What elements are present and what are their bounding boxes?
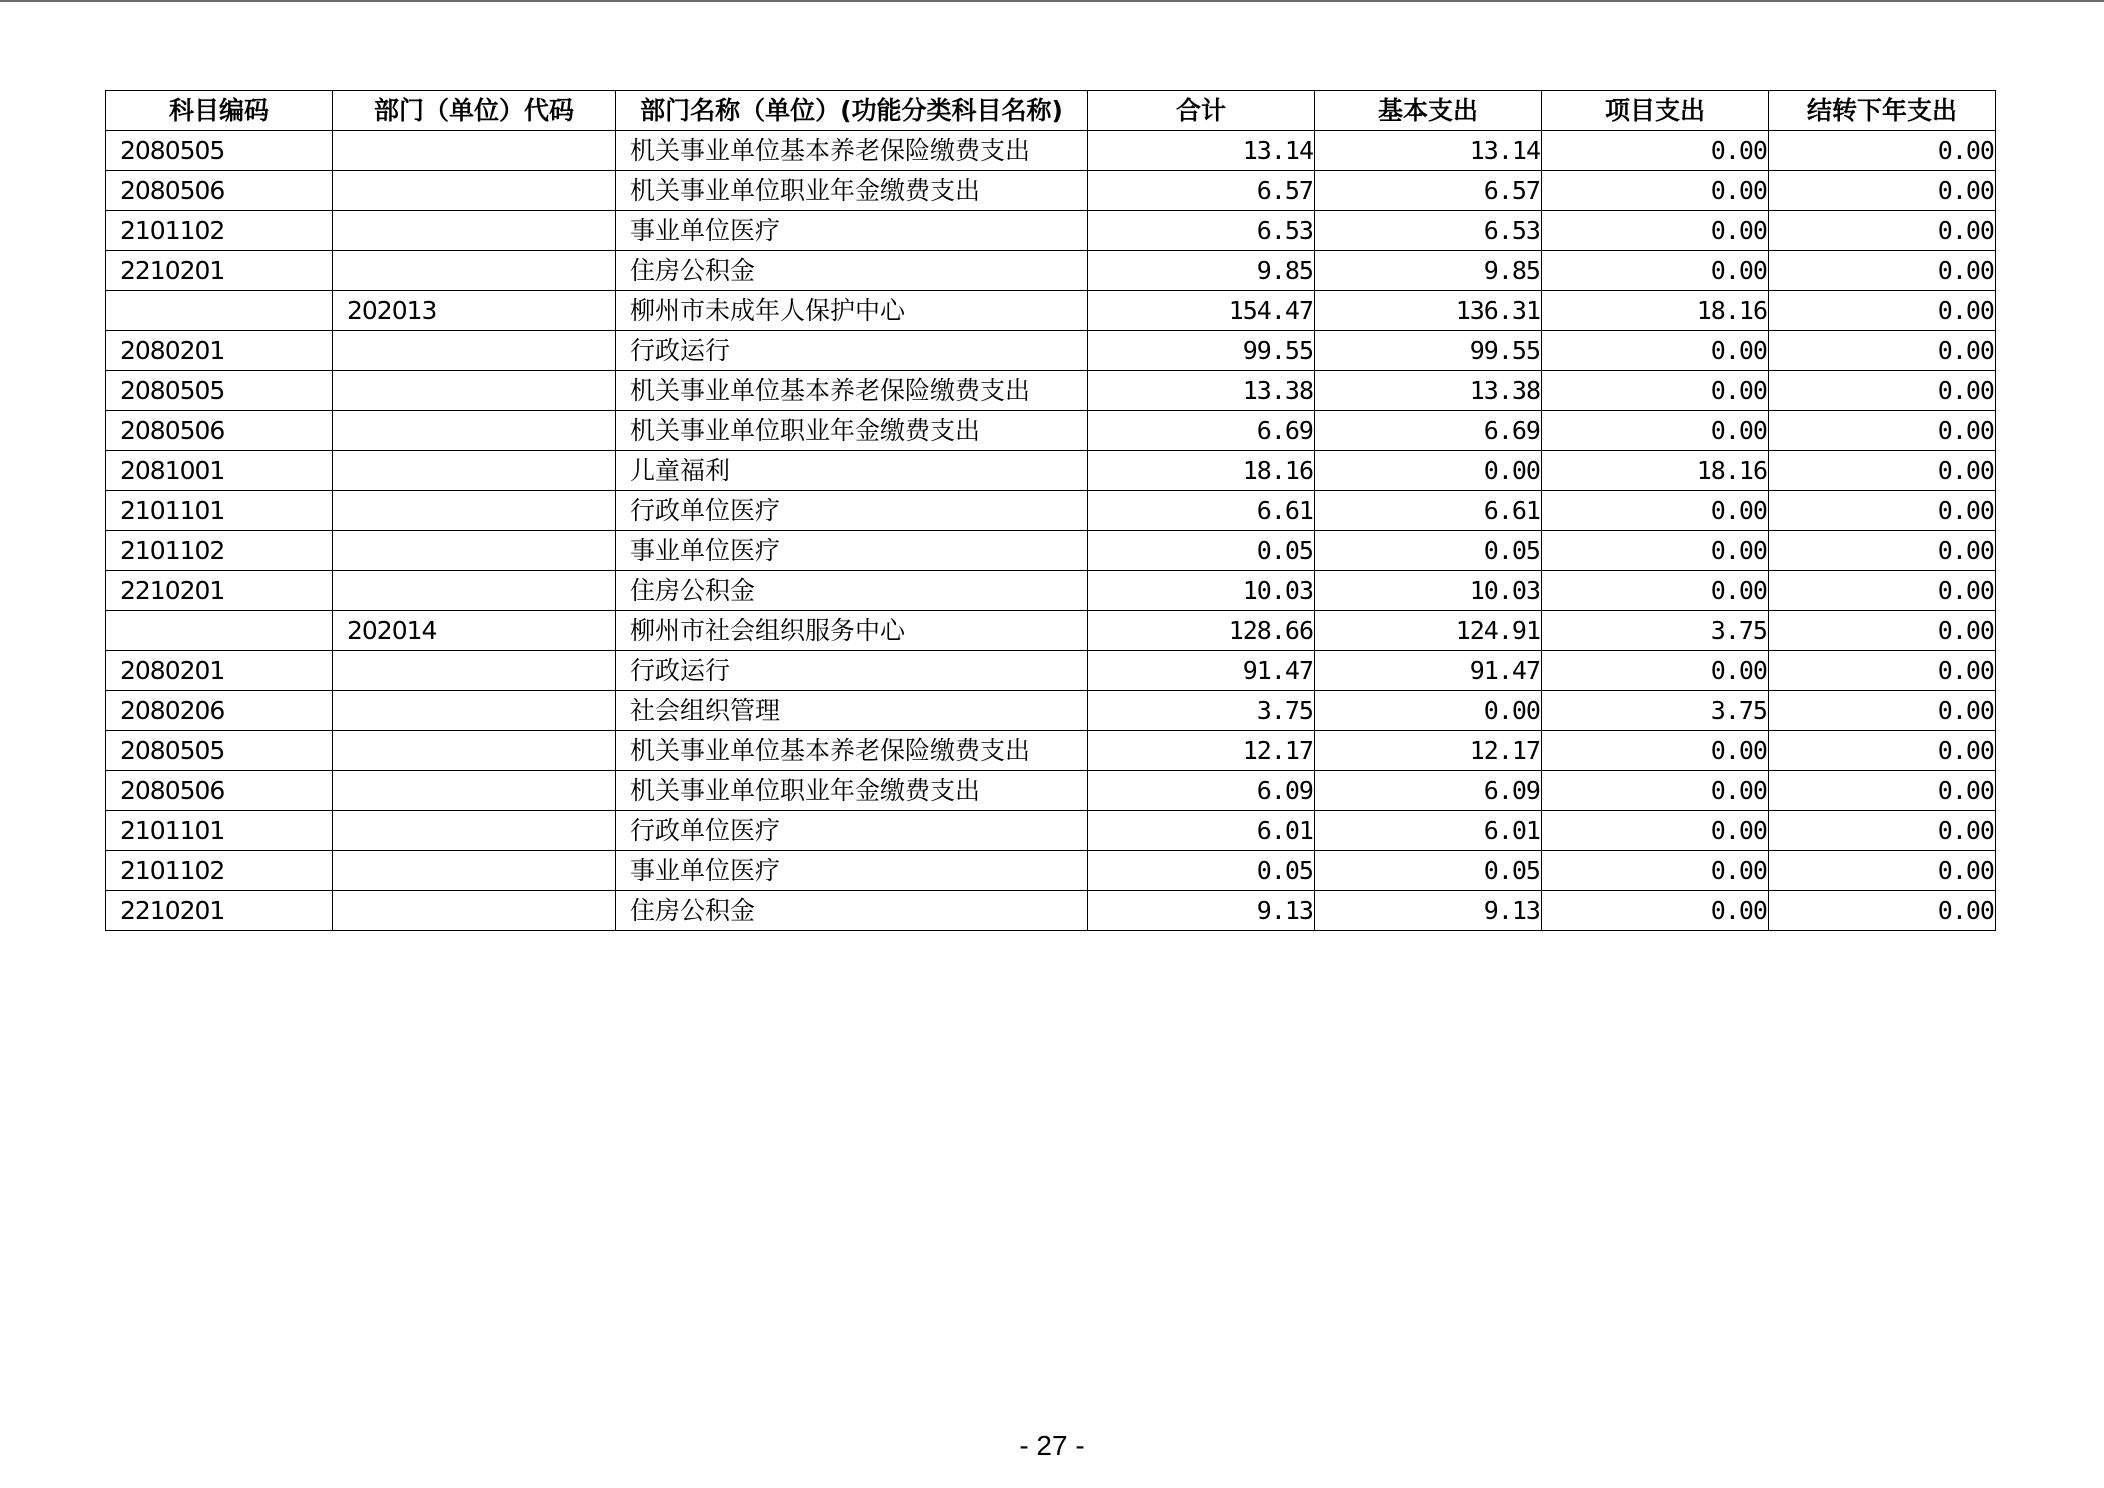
cell-basic-expense: 12.17 <box>1315 731 1542 771</box>
cell-basic-expense: 9.13 <box>1315 891 1542 931</box>
cell-total: 18.16 <box>1088 451 1315 491</box>
cell-total: 6.09 <box>1088 771 1315 811</box>
table-row <box>106 291 1996 331</box>
cell-dept-name: 行政运行 <box>616 331 1088 371</box>
table-row <box>106 451 1996 491</box>
cell-basic-expense: 6.57 <box>1315 171 1542 211</box>
table-row <box>106 771 1996 811</box>
cell-dept-code <box>333 131 616 171</box>
cell-dept-name: 住房公积金 <box>616 251 1088 291</box>
header-subject-code: 科目编码 <box>106 91 333 131</box>
cell-total: 6.53 <box>1088 211 1315 251</box>
cell-total: 154.47 <box>1088 291 1315 331</box>
table-row <box>106 211 1996 251</box>
cell-dept-name: 儿童福利 <box>616 451 1088 491</box>
cell-dept-name: 社会组织管理 <box>616 691 1088 731</box>
cell-carryover-expense: 0.00 <box>1769 811 1996 851</box>
cell-dept-name: 机关事业单位基本养老保险缴费支出 <box>616 371 1088 411</box>
table-row <box>106 811 1996 851</box>
cell-subject-code: 2080506 <box>106 411 333 451</box>
cell-project-expense: 0.00 <box>1542 331 1769 371</box>
cell-dept-code <box>333 251 616 291</box>
cell-basic-expense: 0.00 <box>1315 691 1542 731</box>
cell-dept-code <box>333 851 616 891</box>
cell-subject-code: 2080505 <box>106 731 333 771</box>
table-row <box>106 131 1996 171</box>
cell-carryover-expense: 0.00 <box>1769 331 1996 371</box>
cell-carryover-expense: 0.00 <box>1769 851 1996 891</box>
cell-carryover-expense: 0.00 <box>1769 451 1996 491</box>
table-row <box>106 891 1996 931</box>
cell-dept-name: 机关事业单位职业年金缴费支出 <box>616 411 1088 451</box>
header-total: 合计 <box>1088 91 1315 131</box>
cell-subject-code: 2080505 <box>106 371 333 411</box>
cell-project-expense: 0.00 <box>1542 571 1769 611</box>
cell-dept-name: 机关事业单位基本养老保险缴费支出 <box>616 731 1088 771</box>
cell-subject-code: 2210201 <box>106 251 333 291</box>
cell-project-expense: 0.00 <box>1542 771 1769 811</box>
cell-subject-code: 2210201 <box>106 571 333 611</box>
cell-total: 9.85 <box>1088 251 1315 291</box>
cell-carryover-expense: 0.00 <box>1769 131 1996 171</box>
cell-carryover-expense: 0.00 <box>1769 771 1996 811</box>
cell-dept-code <box>333 771 616 811</box>
cell-carryover-expense: 0.00 <box>1769 251 1996 291</box>
cell-basic-expense: 6.01 <box>1315 811 1542 851</box>
table-row <box>106 411 1996 451</box>
cell-basic-expense: 10.03 <box>1315 571 1542 611</box>
cell-project-expense: 0.00 <box>1542 131 1769 171</box>
cell-subject-code: 2080505 <box>106 131 333 171</box>
cell-project-expense: 18.16 <box>1542 291 1769 331</box>
cell-dept-name: 事业单位医疗 <box>616 531 1088 571</box>
cell-basic-expense: 6.61 <box>1315 491 1542 531</box>
cell-dept-name: 机关事业单位基本养老保险缴费支出 <box>616 131 1088 171</box>
cell-dept-name: 住房公积金 <box>616 571 1088 611</box>
cell-total: 6.57 <box>1088 171 1315 211</box>
cell-dept-code: 202013 <box>333 291 616 331</box>
cell-dept-code: 202014 <box>333 611 616 651</box>
cell-carryover-expense: 0.00 <box>1769 571 1996 611</box>
cell-project-expense: 0.00 <box>1542 851 1769 891</box>
cell-basic-expense: 13.38 <box>1315 371 1542 411</box>
cell-dept-code <box>333 491 616 531</box>
table-row <box>106 371 1996 411</box>
cell-subject-code: 2101102 <box>106 211 333 251</box>
cell-carryover-expense: 0.00 <box>1769 291 1996 331</box>
cell-dept-name: 行政运行 <box>616 651 1088 691</box>
cell-basic-expense: 6.53 <box>1315 211 1542 251</box>
cell-dept-code <box>333 411 616 451</box>
cell-basic-expense: 99.55 <box>1315 331 1542 371</box>
cell-project-expense: 3.75 <box>1542 691 1769 731</box>
cell-carryover-expense: 0.00 <box>1769 891 1996 931</box>
cell-project-expense: 0.00 <box>1542 891 1769 931</box>
cell-total: 91.47 <box>1088 651 1315 691</box>
cell-subject-code: 2101102 <box>106 531 333 571</box>
cell-project-expense: 0.00 <box>1542 531 1769 571</box>
header-project-expense: 项目支出 <box>1542 91 1769 131</box>
cell-subject-code <box>106 291 333 331</box>
table-row <box>106 731 1996 771</box>
cell-project-expense: 0.00 <box>1542 171 1769 211</box>
cell-dept-code <box>333 811 616 851</box>
cell-carryover-expense: 0.00 <box>1769 731 1996 771</box>
cell-total: 0.05 <box>1088 531 1315 571</box>
cell-dept-name: 行政单位医疗 <box>616 811 1088 851</box>
cell-dept-name: 行政单位医疗 <box>616 491 1088 531</box>
cell-project-expense: 0.00 <box>1542 251 1769 291</box>
cell-basic-expense: 6.09 <box>1315 771 1542 811</box>
cell-project-expense: 0.00 <box>1542 411 1769 451</box>
cell-dept-name: 事业单位医疗 <box>616 851 1088 891</box>
cell-subject-code: 2080201 <box>106 331 333 371</box>
cell-dept-name: 机关事业单位职业年金缴费支出 <box>616 771 1088 811</box>
table-row <box>106 851 1996 891</box>
cell-dept-code <box>333 571 616 611</box>
cell-dept-code <box>333 891 616 931</box>
cell-dept-code <box>333 331 616 371</box>
cell-project-expense: 0.00 <box>1542 651 1769 691</box>
header-dept-name: 部门名称（单位）(功能分类科目名称) <box>616 91 1088 131</box>
cell-total: 12.17 <box>1088 731 1315 771</box>
cell-total: 3.75 <box>1088 691 1315 731</box>
cell-carryover-expense: 0.00 <box>1769 211 1996 251</box>
cell-subject-code: 2081001 <box>106 451 333 491</box>
header-basic-expense: 基本支出 <box>1315 91 1542 131</box>
cell-dept-name: 柳州市社会组织服务中心 <box>616 611 1088 651</box>
cell-basic-expense: 9.85 <box>1315 251 1542 291</box>
cell-project-expense: 0.00 <box>1542 371 1769 411</box>
table-row <box>106 651 1996 691</box>
table-row <box>106 571 1996 611</box>
cell-basic-expense: 136.31 <box>1315 291 1542 331</box>
cell-subject-code: 2080201 <box>106 651 333 691</box>
cell-dept-name: 住房公积金 <box>616 891 1088 931</box>
cell-basic-expense: 91.47 <box>1315 651 1542 691</box>
table-body <box>106 131 1996 931</box>
table-row <box>106 611 1996 651</box>
cell-subject-code: 2210201 <box>106 891 333 931</box>
table-row <box>106 171 1996 211</box>
cell-subject-code: 2101101 <box>106 491 333 531</box>
cell-project-expense: 0.00 <box>1542 491 1769 531</box>
cell-dept-code <box>333 371 616 411</box>
cell-total: 99.55 <box>1088 331 1315 371</box>
header-carryover-expense: 结转下年支出 <box>1769 91 1996 131</box>
cell-subject-code: 2080206 <box>106 691 333 731</box>
cell-total: 10.03 <box>1088 571 1315 611</box>
cell-subject-code: 2080506 <box>106 171 333 211</box>
cell-basic-expense: 124.91 <box>1315 611 1542 651</box>
cell-dept-code <box>333 171 616 211</box>
cell-basic-expense: 13.14 <box>1315 131 1542 171</box>
budget-table <box>105 90 1996 931</box>
cell-project-expense: 0.00 <box>1542 211 1769 251</box>
table-row <box>106 331 1996 371</box>
table-row <box>106 251 1996 291</box>
cell-dept-name: 柳州市未成年人保护中心 <box>616 291 1088 331</box>
cell-dept-code <box>333 731 616 771</box>
cell-carryover-expense: 0.00 <box>1769 611 1996 651</box>
cell-dept-name: 机关事业单位职业年金缴费支出 <box>616 171 1088 211</box>
cell-total: 0.05 <box>1088 851 1315 891</box>
cell-carryover-expense: 0.00 <box>1769 491 1996 531</box>
cell-total: 13.38 <box>1088 371 1315 411</box>
header-dept-code: 部门（单位）代码 <box>333 91 616 131</box>
cell-carryover-expense: 0.00 <box>1769 531 1996 571</box>
cell-project-expense: 18.16 <box>1542 451 1769 491</box>
cell-carryover-expense: 0.00 <box>1769 691 1996 731</box>
cell-total: 13.14 <box>1088 131 1315 171</box>
cell-project-expense: 0.00 <box>1542 731 1769 771</box>
table-header-row <box>106 91 1996 131</box>
cell-project-expense: 0.00 <box>1542 811 1769 851</box>
cell-subject-code: 2101102 <box>106 851 333 891</box>
cell-total: 6.01 <box>1088 811 1315 851</box>
table-row <box>106 491 1996 531</box>
table-row <box>106 531 1996 571</box>
cell-dept-name: 事业单位医疗 <box>616 211 1088 251</box>
cell-dept-code <box>333 211 616 251</box>
cell-basic-expense: 0.05 <box>1315 851 1542 891</box>
cell-carryover-expense: 0.00 <box>1769 411 1996 451</box>
cell-carryover-expense: 0.00 <box>1769 371 1996 411</box>
cell-total: 128.66 <box>1088 611 1315 651</box>
cell-subject-code <box>106 611 333 651</box>
cell-total: 9.13 <box>1088 891 1315 931</box>
cell-project-expense: 3.75 <box>1542 611 1769 651</box>
cell-dept-code <box>333 651 616 691</box>
cell-subject-code: 2101101 <box>106 811 333 851</box>
cell-total: 6.69 <box>1088 411 1315 451</box>
cell-total: 6.61 <box>1088 491 1315 531</box>
cell-carryover-expense: 0.00 <box>1769 171 1996 211</box>
cell-basic-expense: 6.69 <box>1315 411 1542 451</box>
top-border-line <box>0 0 2104 2</box>
cell-dept-code <box>333 691 616 731</box>
cell-dept-code <box>333 451 616 491</box>
cell-basic-expense: 0.00 <box>1315 451 1542 491</box>
cell-basic-expense: 0.05 <box>1315 531 1542 571</box>
page-number: - 27 - <box>1019 1430 1085 1461</box>
cell-dept-code <box>333 531 616 571</box>
table-row <box>106 691 1996 731</box>
cell-carryover-expense: 0.00 <box>1769 651 1996 691</box>
cell-subject-code: 2080506 <box>106 771 333 811</box>
